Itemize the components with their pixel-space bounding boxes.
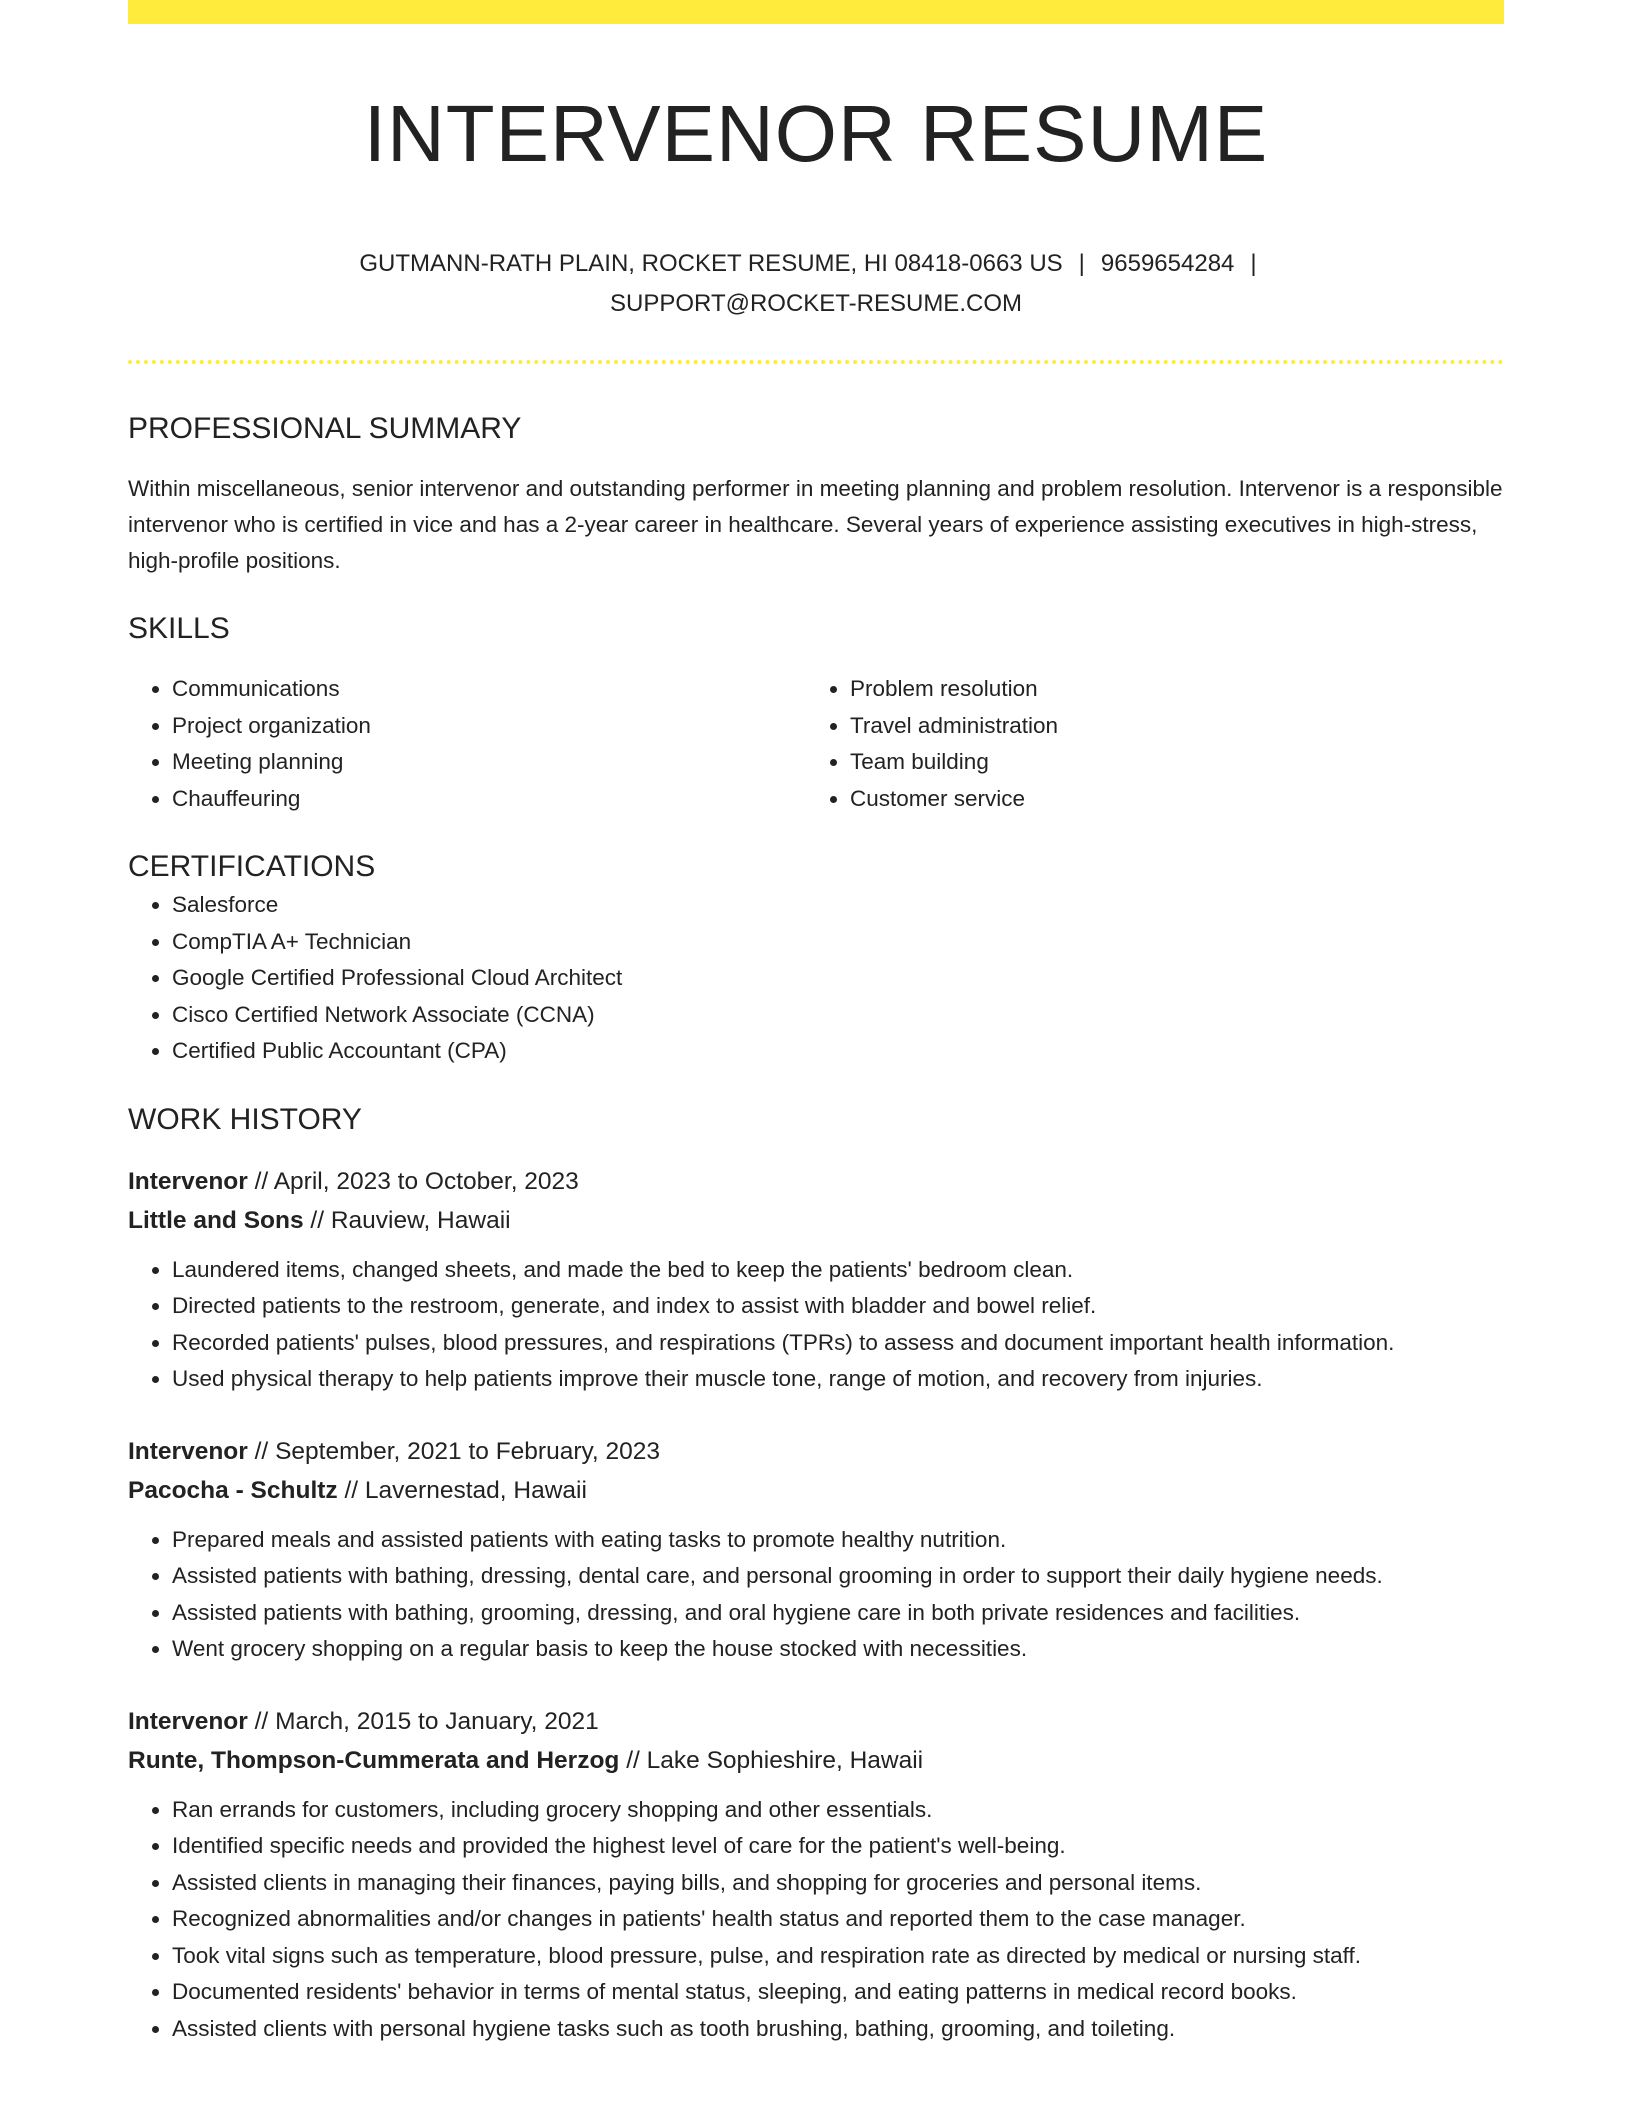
certification-item: • Google Certified Professional Cloud Architect [172,960,1504,997]
job-company-line [128,1741,1504,1780]
job-dates: April, 2023 to October, 2023 [273,1167,579,1195]
skill-item: • Chauffeuring [172,781,806,818]
job-company: Little and Sons [128,1206,304,1234]
skill-item: • Problem resolution [850,671,1484,708]
job-separator: // [310,1206,325,1234]
summary-text: Within miscellaneous, senior intervenor and outstanding performer in meeting planning and problem resolution. Intervenor is a responsible intervenor who is certified in vice and has a 2-year career in healthcare. Several years of experience assisting executives in high-stress, high-profile positions. [128,476,1503,573]
contact-line-1 [128,244,1504,284]
job-location: Rauview, Hawaii [330,1206,511,1234]
job-duty: • Took vital signs such as temperature, blood pressure, pulse, and respiration rate as directed by medical or nursing staff. [172,1938,1504,1975]
job-company: Pacocha - Schultz [128,1476,338,1504]
job-location: Lake Sophieshire, Hawaii [646,1746,924,1774]
job-title: Intervenor [128,1167,248,1195]
job-duty: • Recognized abnormalities and/or changes in patients' health status and reported them to the case manager. [172,1901,1504,1938]
certifications-heading: CERTIFICATIONS [128,850,376,883]
job-separator: // [254,1707,269,1735]
job-separator: // [344,1476,359,1504]
job-duty: • Recorded patients' pulses, blood pressures, and respirations (TPRs) to assess and document important health information. [172,1325,1504,1362]
header-divider [128,360,1504,364]
skill-item: • Communications [172,671,806,708]
job-duty: • Identified specific needs and provided the highest level of care for the patient's well-being. [172,1828,1504,1865]
skill-item: • Customer service [850,781,1484,818]
job-duty: • Used physical therapy to help patients improve their muscle tone, range of motion, and recovery from injuries. [172,1361,1504,1398]
top-accent-bar [128,0,1504,24]
job-duty: • Directed patients to the restroom, generate, and index to assist with bladder and bowel relief. [172,1288,1504,1325]
skill-item: • Project organization [172,708,806,745]
job-duty: • Went grocery shopping on a regular basis to keep the house stocked with necessities. [172,1631,1504,1668]
job-duties-list [128,1252,1504,1398]
job-duty: • Prepared meals and assisted patients with eating tasks to promote healthy nutrition. [172,1522,1504,1559]
contact-separator: | [1250,250,1257,277]
certification-item: • CompTIA A+ Technician [172,924,1504,961]
contact-email: SUPPORT@ROCKET-RESUME.COM [610,290,1022,317]
job-company: Runte, Thompson-Cummerata and Herzog [128,1746,620,1774]
job-duty: • Ran errands for customers, including grocery shopping and other essentials. [172,1792,1504,1829]
skill-item: • Team building [850,744,1484,781]
skills-heading: SKILLS [128,612,230,645]
job-company-line [128,1201,1504,1240]
skills-column-right [806,671,1484,817]
resume-page [128,0,1504,2047]
job-duty: • Assisted patients with bathing, dressing, dental care, and personal grooming in order to support their daily hygiene needs. [172,1558,1504,1595]
certification-item: • Salesforce [172,887,1504,924]
job-title: Intervenor [128,1707,248,1735]
job-company-line [128,1471,1504,1510]
job-duty: • Assisted clients in managing their finances, paying bills, and shopping for groceries and personal items. [172,1865,1504,1902]
job-dates: September, 2021 to February, 2023 [275,1437,661,1465]
work-history-heading: WORK HISTORY [128,1102,362,1136]
job-title-line [128,1702,1504,1741]
contact-line-2 [128,284,1504,324]
job-entry [128,1432,1504,1668]
summary-heading: PROFESSIONAL SUMMARY [128,412,522,445]
job-separator: // [254,1167,269,1195]
job-duty: • Assisted clients with personal hygiene tasks such as tooth brushing, bathing, grooming, and toileting. [172,2011,1504,2048]
skill-item: • Travel administration [850,708,1484,745]
job-title: Intervenor [128,1437,248,1465]
job-duty: • Laundered items, changed sheets, and made the bed to keep the patients' bedroom clean. [172,1252,1504,1289]
contact-phone: 9659654284 [1100,250,1235,277]
contact-address: GUTMANN-RATH PLAIN, ROCKET RESUME, HI 08418-0663 US [359,250,1063,277]
job-duty: • Documented residents' behavior in terms of mental status, sleeping, and eating patterns in medical record books. [172,1974,1504,2011]
job-location: Lavernestad, Hawaii [364,1476,587,1504]
job-entry [128,1702,1504,2048]
contact-info [128,244,1504,324]
job-duties-list [128,1792,1504,2048]
job-title-line [128,1432,1504,1471]
job-dates: March, 2015 to January, 2021 [275,1707,599,1735]
job-duties-list [128,1522,1504,1668]
job-duty: • Assisted patients with bathing, grooming, dressing, and oral hygiene care in both private residences and facilities. [172,1595,1504,1632]
skills-column-left [128,671,806,817]
job-entry [128,1162,1504,1398]
resume-title: INTERVENOR RESUME [363,89,1269,178]
job-separator: // [254,1437,269,1465]
certification-item: • Cisco Certified Network Associate (CCNA) [172,997,1504,1034]
certifications-list [128,887,1504,1070]
skills-list [128,671,1504,817]
certification-item: • Certified Public Accountant (CPA) [172,1033,1504,1070]
job-separator: // [626,1746,640,1774]
contact-separator: | [1078,250,1085,277]
job-title-line [128,1162,1504,1201]
skill-item: • Meeting planning [172,744,806,781]
